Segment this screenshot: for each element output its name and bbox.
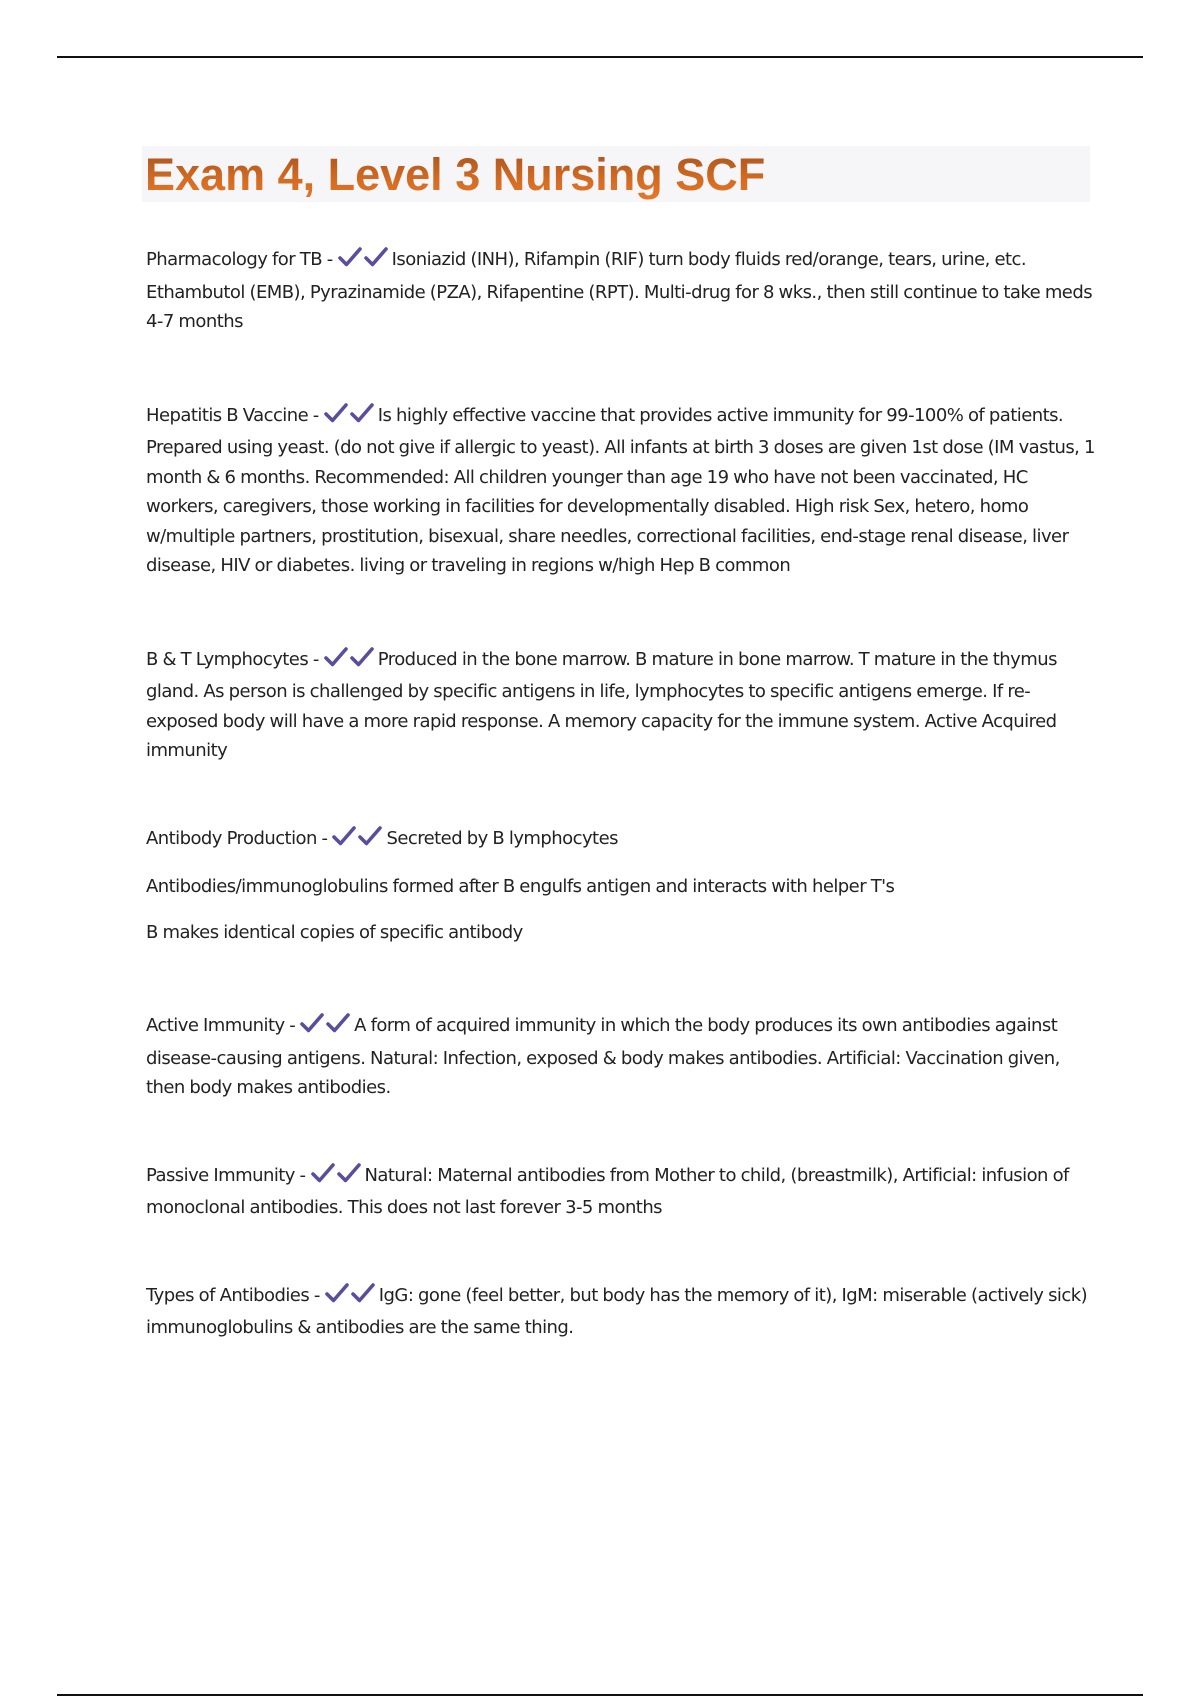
- entry-term: Pharmacology for TB -: [146, 249, 333, 270]
- check-icon: [337, 246, 363, 268]
- check-icon: [323, 402, 349, 424]
- entry-spacer: [146, 766, 1096, 824]
- entry-spacer: [146, 1103, 1096, 1161]
- check-icon: [349, 646, 375, 668]
- double-check-icon: [310, 1162, 362, 1194]
- document-title: Exam 4, Level 3 Nursing SCF: [145, 149, 766, 200]
- entry-paragraph: [146, 824, 1096, 857]
- check-icon: [325, 1012, 351, 1034]
- entry-definition: Produced in the bone marrow. B mature in bone marrow. T mature in the thymus gland. As person is challenged by specific antigens in life, lymphocytes to specific antigens emerge. If re-exposed body will have a more rapid response. A memory capacity for the immune system. Active Acquired immunity: [146, 648, 1057, 761]
- entry-term: Hepatitis B Vaccine -: [146, 404, 319, 426]
- entry-term: Antibody Production -: [146, 827, 328, 849]
- top-rule: [57, 56, 1143, 58]
- entry-paragraph: [146, 1011, 1096, 1103]
- entry-spacer: [146, 947, 1096, 1011]
- check-icon: [310, 1162, 336, 1184]
- entry-definition: Secreted by B lymphocytes: [386, 827, 618, 849]
- entry-definition: Isoniazid (INH), Rifampin (RIF) turn body fluids red/orange, tears, urine, etc. Ethambutol (EMB), Pyrazinamide (PZA), Rifapentine (RPT). Multi-drug for 8 wks., then still continue to take meds 4-7 months: [146, 249, 1093, 332]
- entry-definition: A form of acquired immunity in which the body produces its own antibodies against disease-causing antigens. Natural: Infection, exposed & body makes antibodies. Artificial: Vaccination given, then body makes antibodies.: [146, 1015, 1060, 1098]
- double-check-icon: [299, 1012, 351, 1044]
- check-icon: [299, 1012, 325, 1034]
- double-check-icon: [323, 402, 375, 434]
- entry-hepatitis-b-vaccine: [146, 401, 1096, 581]
- check-icon: [363, 246, 389, 268]
- check-icon: [331, 825, 357, 847]
- entry-definition: Natural: Maternal antibodies from Mother to child, (breastmilk), Artificial: infusion of monoclonal antibodies. This does not last forever 3-5 months: [146, 1164, 1069, 1218]
- entry-term: Types of Antibodies -: [146, 1284, 320, 1306]
- check-icon: [350, 1282, 376, 1304]
- entry-definition: Is highly effective vaccine that provides active immunity for 99-100% of patients. Prepared using yeast. (do not give if allergic to yeast). All infants at birth 3 doses are given 1st dose (IM vastus, 1 month & 6 months. Recommended: All children younger than age 19 who have not been vaccinated, HC workers, caregivers, those working in facilities for developmentally disabled. High risk Sex, hetero, homo w/multiple partners, prostitution, bisexual, share needles, correctional facilities, end-stage renal disease, liver disease, HIV or diabetes. living or traveling in regions w/high Hep B common: [146, 404, 1095, 576]
- entry-paragraph: [146, 1161, 1096, 1223]
- entry-active-immunity: [146, 1011, 1096, 1103]
- check-icon: [324, 1282, 350, 1304]
- check-icon: [357, 825, 383, 847]
- entry-paragraph: [146, 245, 1096, 337]
- entry-spacer: [146, 1223, 1096, 1281]
- document-body: [146, 245, 1096, 1343]
- entry-passive-immunity: [146, 1161, 1096, 1223]
- entry-term: B & T Lymphocytes -: [146, 648, 319, 670]
- entry-pharmacology-tb: [146, 245, 1096, 337]
- double-check-icon: [331, 825, 383, 857]
- bottom-rule: [57, 1694, 1143, 1696]
- entry-term: Active Immunity -: [146, 1015, 296, 1036]
- entry-spacer: [146, 337, 1096, 401]
- entry-antibody-production: [146, 824, 1096, 948]
- entry-types-of-antibodies: [146, 1281, 1096, 1343]
- entry-paragraph: [146, 645, 1096, 766]
- double-check-icon: [324, 1282, 376, 1314]
- double-check-icon: [323, 646, 375, 678]
- check-icon: [336, 1162, 362, 1184]
- entry-paragraph: [146, 401, 1096, 581]
- entry-paragraph: [146, 1281, 1096, 1343]
- entry-paragraph: B makes identical copies of specific antibody: [146, 921, 523, 943]
- check-icon: [349, 402, 375, 424]
- entry-spacer: [146, 581, 1096, 645]
- entry-b-t-lymphocytes: [146, 645, 1096, 766]
- check-icon: [323, 646, 349, 668]
- entry-definition: IgG: gone (feel better, but body has the memory of it), IgM: miserable (actively sick) immunoglobulins & antibodies are the same thing.: [146, 1284, 1088, 1338]
- entry-term: Passive Immunity -: [146, 1164, 306, 1186]
- entry-paragraph: Antibodies/immunoglobulins formed after B engulfs antigen and interacts with helper T's: [146, 876, 895, 897]
- double-check-icon: [337, 246, 389, 278]
